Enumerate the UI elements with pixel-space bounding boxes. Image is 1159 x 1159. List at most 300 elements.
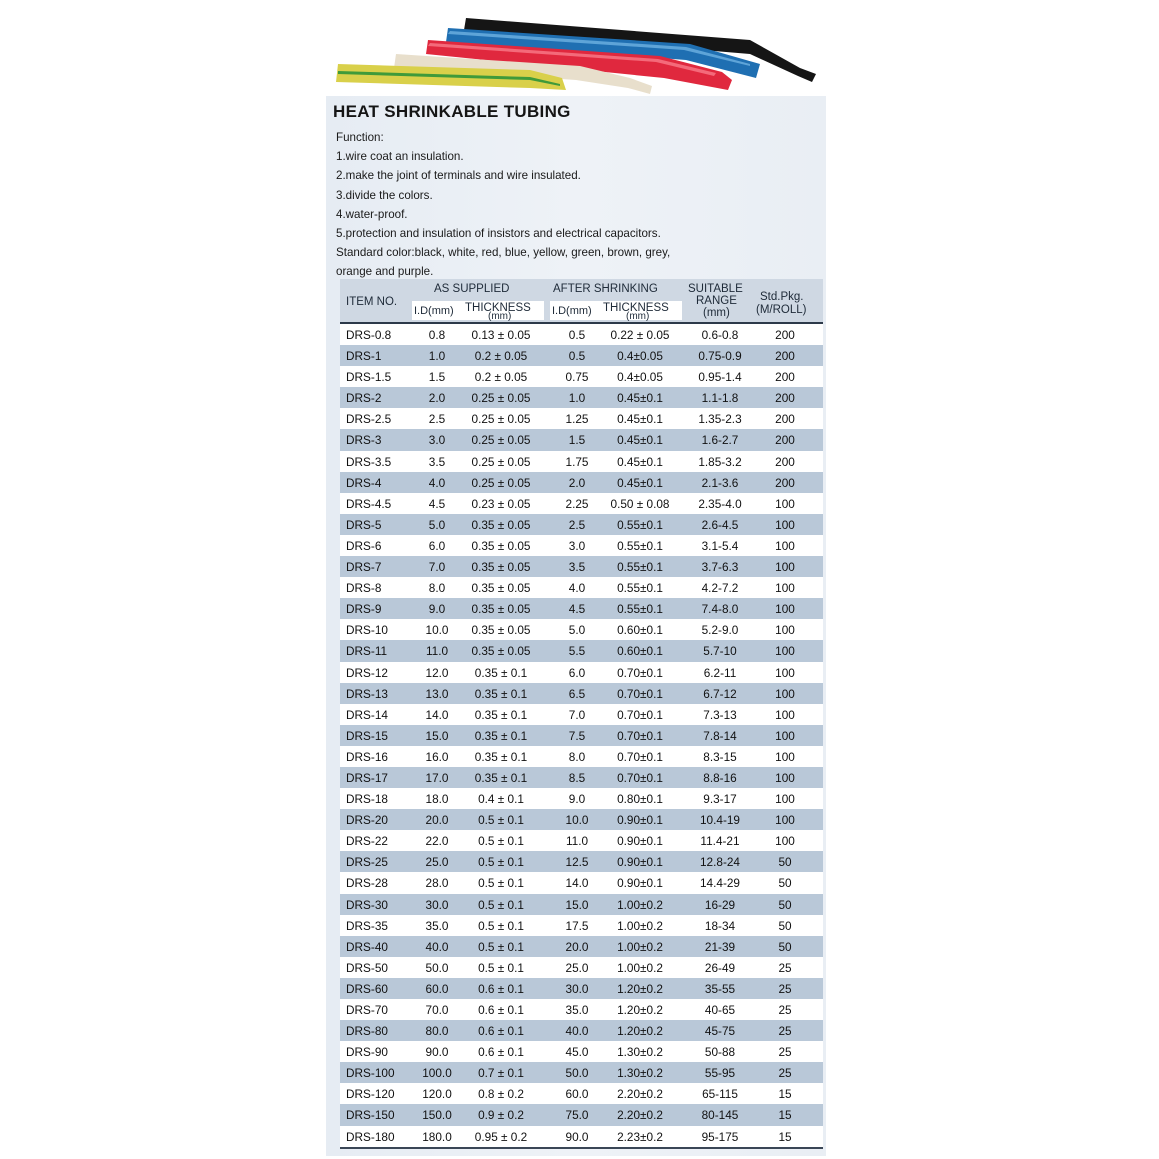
table-row xyxy=(340,514,823,535)
header-m-roll: (M/ROLL) xyxy=(756,304,807,316)
table-row xyxy=(340,535,823,556)
cell-thickness-after: 1.30±0.2 xyxy=(617,1066,663,1081)
cell-std-pkg: 50 xyxy=(778,918,792,933)
cell-thickness-supplied: 0.5 ± 0.1 xyxy=(478,855,524,870)
cell-thickness-after: 0.45±0.1 xyxy=(617,412,663,427)
cell-thickness-after: 0.90±0.1 xyxy=(617,834,663,849)
cell-id-supplied: 10.0 xyxy=(425,623,449,638)
cell-id-after: 0.5 xyxy=(568,349,586,364)
cell-item-no: DRS-4 xyxy=(346,475,382,490)
cell-thickness-after: 0.90±0.1 xyxy=(617,813,663,828)
cell-std-pkg: 25 xyxy=(778,1045,792,1060)
cell-id-after: 0.5 xyxy=(568,328,586,342)
cell-std-pkg: 100 xyxy=(775,686,795,701)
cell-suitable-range: 4.2-7.2 xyxy=(701,581,739,596)
header-id-after: I.D(mm) xyxy=(552,305,592,317)
cell-thickness-supplied: 0.25 ± 0.05 xyxy=(471,475,531,490)
cell-id-after: 8.5 xyxy=(568,770,586,785)
cell-id-after: 75.0 xyxy=(565,1108,589,1123)
cell-id-supplied: 5.0 xyxy=(428,517,446,532)
cell-id-supplied: 25.0 xyxy=(425,855,449,870)
cell-item-no: DRS-17 xyxy=(346,770,388,785)
cell-id-after: 35.0 xyxy=(565,1003,589,1017)
header-after-shrinking: AFTER SHRINKING xyxy=(553,283,658,295)
cell-item-no: DRS-20 xyxy=(346,813,388,828)
cell-thickness-supplied: 0.35 ± 0.1 xyxy=(474,749,528,764)
function-item: 4.water-proof. xyxy=(336,207,408,221)
cell-id-after: 0.75 xyxy=(565,370,589,385)
table-row xyxy=(340,619,823,640)
cell-thickness-supplied: 0.35 ± 0.1 xyxy=(474,770,528,785)
cell-id-after: 4.5 xyxy=(568,602,586,617)
cell-suitable-range: 40-65 xyxy=(704,1003,736,1017)
page-title: HEAT SHRINKABLE TUBING xyxy=(333,102,571,121)
cell-std-pkg: 100 xyxy=(775,728,795,743)
cell-item-no: DRS-2.5 xyxy=(346,412,392,427)
cell-suitable-range: 65-115 xyxy=(702,1087,738,1102)
cell-id-after: 40.0 xyxy=(565,1024,589,1039)
cell-thickness-supplied: 0.35 ± 0.05 xyxy=(471,644,531,659)
cell-item-no: DRS-11 xyxy=(346,644,388,659)
cell-item-no: DRS-14 xyxy=(346,707,388,722)
cell-suitable-range: 7.8-14 xyxy=(703,728,737,743)
header-as-supplied: AS SUPPLIED xyxy=(434,283,510,295)
header-std-pkg: Std.Pkg. xyxy=(760,291,804,303)
cell-item-no: DRS-60 xyxy=(346,981,388,996)
cell-id-after: 90.0 xyxy=(565,1129,589,1144)
cell-suitable-range: 50-88 xyxy=(704,1045,736,1060)
cell-thickness-after: 1.00±0.2 xyxy=(617,897,663,912)
cell-thickness-after: 1.20±0.2 xyxy=(617,981,663,996)
cell-thickness-after: 0.45±0.1 xyxy=(617,475,663,490)
table-row xyxy=(340,1020,823,1041)
cell-suitable-range: 6.2-11 xyxy=(703,665,737,680)
cell-thickness-after: 0.55±0.1 xyxy=(617,560,663,575)
function-item: 1.wire coat an insulation. xyxy=(336,150,464,164)
cell-id-supplied: 180.0 xyxy=(422,1129,452,1144)
cell-suitable-range: 3.7-6.3 xyxy=(701,560,739,575)
cell-item-no: DRS-40 xyxy=(346,939,388,954)
cell-suitable-range: 35-55 xyxy=(704,981,736,996)
cell-thickness-after: 2.20±0.2 xyxy=(617,1087,663,1102)
cell-id-supplied: 30.0 xyxy=(425,897,449,912)
cell-std-pkg: 100 xyxy=(775,770,795,785)
cell-item-no: DRS-80 xyxy=(346,1024,388,1039)
function-heading: Function: xyxy=(336,131,384,144)
cell-id-after: 6.0 xyxy=(568,665,586,680)
table-row xyxy=(340,957,823,978)
cell-thickness-supplied: 0.35 ± 0.1 xyxy=(474,665,528,680)
cell-std-pkg: 15 xyxy=(778,1108,792,1123)
cell-thickness-supplied: 0.95 ± 0.2 xyxy=(474,1129,528,1144)
function-item: 3.divide the colors. xyxy=(336,188,433,202)
function-item: 5.protection and insulation of insistors and electrical capacitors. xyxy=(336,227,661,241)
cell-std-pkg: 100 xyxy=(775,792,795,807)
cell-id-supplied: 17.0 xyxy=(425,770,449,785)
table-bottom-rule xyxy=(340,1147,823,1149)
header-range: RANGE xyxy=(696,295,737,307)
cell-item-no: DRS-15 xyxy=(346,728,388,743)
cell-id-supplied: 80.0 xyxy=(425,1024,449,1039)
cell-id-after: 60.0 xyxy=(565,1087,589,1102)
header-mm-after: (mm) xyxy=(626,311,650,322)
cell-std-pkg: 200 xyxy=(775,433,795,448)
cell-std-pkg: 50 xyxy=(778,876,792,891)
cell-item-no: DRS-18 xyxy=(346,792,388,807)
cell-thickness-supplied: 0.35 ± 0.05 xyxy=(471,623,531,638)
table-row xyxy=(340,429,823,450)
function-item: 2.make the joint of terminals and wire insulated. xyxy=(336,169,581,183)
cell-item-no: DRS-25 xyxy=(346,855,388,870)
cell-thickness-supplied: 0.6 ± 0.1 xyxy=(478,1024,524,1039)
cell-suitable-range: 10.4-19 xyxy=(699,813,740,828)
cell-id-after: 50.0 xyxy=(565,1066,589,1081)
table-row xyxy=(340,1104,823,1125)
cell-thickness-supplied: 0.25 ± 0.05 xyxy=(471,433,531,448)
cell-std-pkg: 200 xyxy=(775,454,795,469)
cell-item-no: DRS-5 xyxy=(346,517,382,532)
table-row xyxy=(340,746,823,767)
cell-thickness-after: 0.90±0.1 xyxy=(617,855,663,870)
cell-thickness-after: 1.00±0.2 xyxy=(617,960,663,975)
table-row xyxy=(340,598,823,619)
cell-std-pkg: 200 xyxy=(775,475,795,490)
cell-thickness-after: 0.4±0.05 xyxy=(617,349,663,364)
cell-suitable-range: 12.8-24 xyxy=(699,855,740,870)
cell-id-supplied: 15.0 xyxy=(425,728,449,743)
table-row xyxy=(340,767,823,788)
cell-id-supplied: 9.0 xyxy=(428,602,446,617)
cell-thickness-after: 2.23±0.2 xyxy=(617,1129,663,1144)
cell-id-supplied: 40.0 xyxy=(425,939,449,954)
table-row xyxy=(340,683,823,704)
cell-id-after: 3.5 xyxy=(568,560,586,575)
cell-id-after: 3.0 xyxy=(568,538,586,553)
table-row xyxy=(340,451,823,472)
cell-thickness-after: 0.70±0.1 xyxy=(617,665,663,680)
cell-item-no: DRS-1.5 xyxy=(346,370,392,385)
function-description xyxy=(336,128,806,282)
header-suitable: SUITABLE xyxy=(688,283,743,295)
cell-std-pkg: 200 xyxy=(775,412,795,427)
cell-thickness-after: 0.70±0.1 xyxy=(617,707,663,722)
cell-suitable-range: 1.35-2.3 xyxy=(698,412,742,427)
cell-std-pkg: 25 xyxy=(778,981,792,996)
cell-suitable-range: 6.7-12 xyxy=(703,686,737,701)
cell-thickness-after: 1.00±0.2 xyxy=(617,918,663,933)
cell-id-supplied: 8.0 xyxy=(428,581,446,596)
cell-item-no: DRS-90 xyxy=(346,1045,388,1060)
cell-id-supplied: 11.0 xyxy=(425,644,449,659)
cell-thickness-supplied: 0.35 ± 0.05 xyxy=(471,517,531,532)
cell-item-no: DRS-10 xyxy=(346,623,388,638)
cell-item-no: DRS-13 xyxy=(346,686,388,701)
cell-id-supplied: 28.0 xyxy=(425,876,449,891)
cell-thickness-after: 0.50 ± 0.08 xyxy=(610,496,670,511)
cell-thickness-supplied: 0.35 ± 0.05 xyxy=(471,560,531,575)
cell-std-pkg: 25 xyxy=(778,1024,792,1039)
cell-std-pkg: 25 xyxy=(778,1066,792,1081)
header-item-no: ITEM NO. xyxy=(346,296,398,308)
cell-id-supplied: 3.5 xyxy=(428,454,446,469)
cell-item-no: DRS-0.8 xyxy=(346,328,392,342)
cell-id-after: 5.0 xyxy=(568,623,586,638)
cell-id-supplied: 0.8 xyxy=(428,328,446,342)
cell-suitable-range: 8.3-15 xyxy=(703,749,737,764)
cell-std-pkg: 100 xyxy=(775,665,795,680)
cell-suitable-range: 2.6-4.5 xyxy=(701,517,739,532)
cell-thickness-after: 0.55±0.1 xyxy=(617,581,663,596)
table-row xyxy=(340,472,823,493)
cell-item-no: DRS-3.5 xyxy=(346,454,392,469)
cell-std-pkg: 200 xyxy=(775,328,795,342)
cell-thickness-supplied: 0.2 ± 0.05 xyxy=(474,349,528,364)
cell-thickness-after: 1.00±0.2 xyxy=(617,939,663,954)
cell-item-no: DRS-8 xyxy=(346,581,382,596)
cell-thickness-supplied: 0.7 ± 0.1 xyxy=(478,1066,524,1081)
cell-id-after: 17.5 xyxy=(565,918,589,933)
cell-thickness-supplied: 0.5 ± 0.1 xyxy=(478,918,524,933)
cell-item-no: DRS-120 xyxy=(346,1087,395,1102)
cell-thickness-supplied: 0.13 ± 0.05 xyxy=(471,328,531,342)
cell-std-pkg: 25 xyxy=(778,960,792,975)
table-row xyxy=(340,662,823,683)
table-row xyxy=(340,999,823,1020)
cell-thickness-after: 0.55±0.1 xyxy=(617,602,663,617)
cell-std-pkg: 100 xyxy=(775,834,795,849)
table-row xyxy=(340,978,823,999)
cell-std-pkg: 50 xyxy=(778,897,792,912)
cell-id-supplied: 2.5 xyxy=(428,412,446,427)
cell-id-supplied: 6.0 xyxy=(428,538,446,553)
cell-thickness-after: 2.20±0.2 xyxy=(617,1108,663,1123)
cell-thickness-supplied: 0.8 ± 0.2 xyxy=(478,1087,524,1102)
cell-item-no: DRS-22 xyxy=(346,834,388,849)
spec-table xyxy=(340,279,823,1149)
cell-std-pkg: 100 xyxy=(775,517,795,532)
cell-id-supplied: 90.0 xyxy=(425,1045,449,1060)
cell-thickness-supplied: 0.23 ± 0.05 xyxy=(471,496,531,511)
table-row xyxy=(340,640,823,661)
cell-thickness-supplied: 0.25 ± 0.05 xyxy=(471,412,531,427)
cell-thickness-after: 0.70±0.1 xyxy=(617,686,663,701)
table-row xyxy=(340,556,823,577)
tubing-photo xyxy=(330,0,830,100)
cell-item-no: DRS-50 xyxy=(346,960,388,975)
cell-id-supplied: 18.0 xyxy=(425,792,449,807)
table-header xyxy=(340,279,823,324)
cell-id-after: 4.0 xyxy=(568,581,586,596)
table-row xyxy=(340,788,823,809)
cell-id-supplied: 4.0 xyxy=(428,475,446,490)
cell-std-pkg: 25 xyxy=(778,1003,792,1017)
cell-suitable-range: 0.75-0.9 xyxy=(698,349,742,364)
cell-std-pkg: 100 xyxy=(775,581,795,596)
cell-id-supplied: 35.0 xyxy=(425,918,449,933)
cell-id-supplied: 3.0 xyxy=(428,433,446,448)
cell-id-supplied: 1.0 xyxy=(428,349,446,364)
cell-thickness-supplied: 0.35 ± 0.05 xyxy=(471,581,531,596)
cell-item-no: DRS-35 xyxy=(346,918,388,933)
cell-id-after: 30.0 xyxy=(565,981,589,996)
cell-id-supplied: 22.0 xyxy=(425,834,449,849)
cell-id-after: 9.0 xyxy=(568,792,586,807)
cell-thickness-supplied: 0.25 ± 0.05 xyxy=(471,454,531,469)
cell-id-after: 2.0 xyxy=(568,475,586,490)
cell-thickness-after: 0.45±0.1 xyxy=(617,454,663,469)
cell-suitable-range: 5.2-9.0 xyxy=(701,623,739,638)
header-mm-supplied: (mm) xyxy=(488,311,512,322)
cell-item-no: DRS-6 xyxy=(346,538,382,553)
cell-suitable-range: 14.4-29 xyxy=(699,876,740,891)
cell-suitable-range: 45-75 xyxy=(704,1024,736,1039)
cell-id-after: 20.0 xyxy=(565,939,589,954)
cell-suitable-range: 9.3-17 xyxy=(703,792,737,807)
cell-suitable-range: 7.4-8.0 xyxy=(701,602,739,617)
cell-suitable-range: 0.6-0.8 xyxy=(701,328,739,342)
cell-item-no: DRS-150 xyxy=(346,1108,395,1123)
cell-thickness-supplied: 0.25 ± 0.05 xyxy=(471,391,531,406)
table-row xyxy=(340,1041,823,1062)
cell-id-after: 12.5 xyxy=(565,855,589,870)
cell-thickness-supplied: 0.5 ± 0.1 xyxy=(478,876,524,891)
cell-std-pkg: 15 xyxy=(778,1129,792,1144)
cell-item-no: DRS-30 xyxy=(346,897,388,912)
cell-thickness-after: 1.30±0.2 xyxy=(617,1045,663,1060)
cell-id-supplied: 150.0 xyxy=(422,1108,452,1123)
cell-std-pkg: 200 xyxy=(775,349,795,364)
cell-thickness-supplied: 0.5 ± 0.1 xyxy=(478,939,524,954)
table-row xyxy=(340,809,823,830)
cell-suitable-range: 7.3-13 xyxy=(703,707,737,722)
cell-thickness-after: 0.55±0.1 xyxy=(617,517,663,532)
cell-std-pkg: 200 xyxy=(775,391,795,406)
cell-id-after: 7.0 xyxy=(568,707,586,722)
cell-id-after: 10.0 xyxy=(565,813,589,828)
cell-id-after: 2.5 xyxy=(568,517,586,532)
table-row xyxy=(340,387,823,408)
table-row xyxy=(340,915,823,936)
cell-suitable-range: 1.1-1.8 xyxy=(701,391,739,406)
cell-std-pkg: 50 xyxy=(778,855,792,870)
header-thickness-after: THICKNESS xyxy=(603,302,669,314)
cell-id-after: 7.5 xyxy=(568,728,586,743)
cell-std-pkg: 50 xyxy=(778,939,792,954)
table-row xyxy=(340,345,823,366)
cell-id-supplied: 1.5 xyxy=(428,370,446,385)
cell-thickness-after: 0.45±0.1 xyxy=(617,391,663,406)
cell-item-no: DRS-3 xyxy=(346,433,382,448)
cell-id-supplied: 100.0 xyxy=(422,1066,452,1081)
cell-suitable-range: 3.1-5.4 xyxy=(701,538,739,553)
cell-suitable-range: 95-175 xyxy=(701,1129,739,1144)
cell-id-supplied: 16.0 xyxy=(425,749,449,764)
cell-thickness-after: 0.55±0.1 xyxy=(617,538,663,553)
cell-std-pkg: 100 xyxy=(775,813,795,828)
cell-suitable-range: 8.8-16 xyxy=(703,770,737,785)
cell-thickness-supplied: 0.35 ± 0.1 xyxy=(474,707,528,722)
table-row xyxy=(340,936,823,957)
cell-thickness-supplied: 0.35 ± 0.05 xyxy=(471,602,531,617)
cell-id-supplied: 70.0 xyxy=(425,1003,449,1017)
cell-id-after: 6.5 xyxy=(568,686,586,701)
cell-thickness-supplied: 0.4 ± 0.1 xyxy=(478,792,524,807)
cell-id-supplied: 12.0 xyxy=(425,665,449,680)
cell-id-after: 8.0 xyxy=(568,749,586,764)
cell-id-supplied: 60.0 xyxy=(425,981,449,996)
cell-id-after: 5.5 xyxy=(568,644,586,659)
table-row xyxy=(340,872,823,893)
cell-id-supplied: 120.0 xyxy=(422,1087,452,1102)
table-row xyxy=(340,408,823,429)
cell-id-after: 15.0 xyxy=(565,897,589,912)
cell-id-supplied: 20.0 xyxy=(425,813,449,828)
cell-id-after: 11.0 xyxy=(565,834,589,849)
cell-id-after: 2.25 xyxy=(565,496,589,511)
cell-suitable-range: 26-49 xyxy=(704,960,736,975)
cell-std-pkg: 100 xyxy=(775,560,795,575)
cell-item-no: DRS-7 xyxy=(346,560,382,575)
table-row xyxy=(340,324,823,345)
cell-suitable-range: 18-34 xyxy=(704,918,736,933)
cell-thickness-after: 0.22 ± 0.05 xyxy=(610,328,670,342)
cell-thickness-supplied: 0.6 ± 0.1 xyxy=(478,1003,524,1017)
header-id-supplied: I.D(mm) xyxy=(414,305,454,317)
table-body xyxy=(340,324,823,1147)
cell-thickness-after: 0.90±0.1 xyxy=(617,876,663,891)
cell-thickness-after: 0.70±0.1 xyxy=(617,728,663,743)
cell-thickness-supplied: 0.6 ± 0.1 xyxy=(478,981,524,996)
cell-id-supplied: 7.0 xyxy=(428,560,446,575)
cell-id-after: 1.5 xyxy=(568,433,586,448)
table-row xyxy=(340,1083,823,1104)
cell-id-supplied: 50.0 xyxy=(425,960,449,975)
cell-suitable-range: 2.1-3.6 xyxy=(701,475,739,490)
cell-item-no: DRS-100 xyxy=(346,1066,395,1081)
cell-thickness-supplied: 0.2 ± 0.05 xyxy=(474,370,528,385)
cell-std-pkg: 100 xyxy=(775,749,795,764)
cell-item-no: DRS-180 xyxy=(346,1129,395,1144)
cell-thickness-after: 1.20±0.2 xyxy=(617,1024,663,1039)
cell-suitable-range: 0.95-1.4 xyxy=(698,370,742,385)
table-row xyxy=(340,830,823,851)
cell-suitable-range: 11.4-21 xyxy=(700,834,740,849)
table-row xyxy=(340,725,823,746)
cell-item-no: DRS-4.5 xyxy=(346,496,392,511)
table-row xyxy=(340,493,823,514)
table-row xyxy=(340,704,823,725)
cell-id-supplied: 2.0 xyxy=(428,391,446,406)
cell-thickness-supplied: 0.6 ± 0.1 xyxy=(478,1045,524,1060)
cell-suitable-range: 21-39 xyxy=(704,939,736,954)
cell-thickness-supplied: 0.35 ± 0.1 xyxy=(474,728,528,743)
cell-std-pkg: 100 xyxy=(775,707,795,722)
cell-thickness-after: 0.70±0.1 xyxy=(617,749,663,764)
cell-suitable-range: 55-95 xyxy=(704,1066,736,1081)
header-range-mm: (mm) xyxy=(703,307,730,319)
table-row xyxy=(340,577,823,598)
cell-item-no: DRS-1 xyxy=(346,349,382,364)
cell-thickness-supplied: 0.5 ± 0.1 xyxy=(478,813,524,828)
cell-thickness-supplied: 0.5 ± 0.1 xyxy=(478,960,524,975)
table-row xyxy=(340,851,823,872)
cell-id-supplied: 4.5 xyxy=(428,496,446,511)
cell-thickness-supplied: 0.5 ± 0.1 xyxy=(478,834,524,849)
cell-thickness-after: 0.4±0.05 xyxy=(617,370,663,385)
cell-suitable-range: 1.6-2.7 xyxy=(701,433,739,448)
cell-item-no: DRS-9 xyxy=(346,602,382,617)
cell-thickness-supplied: 0.9 ± 0.2 xyxy=(478,1108,524,1123)
